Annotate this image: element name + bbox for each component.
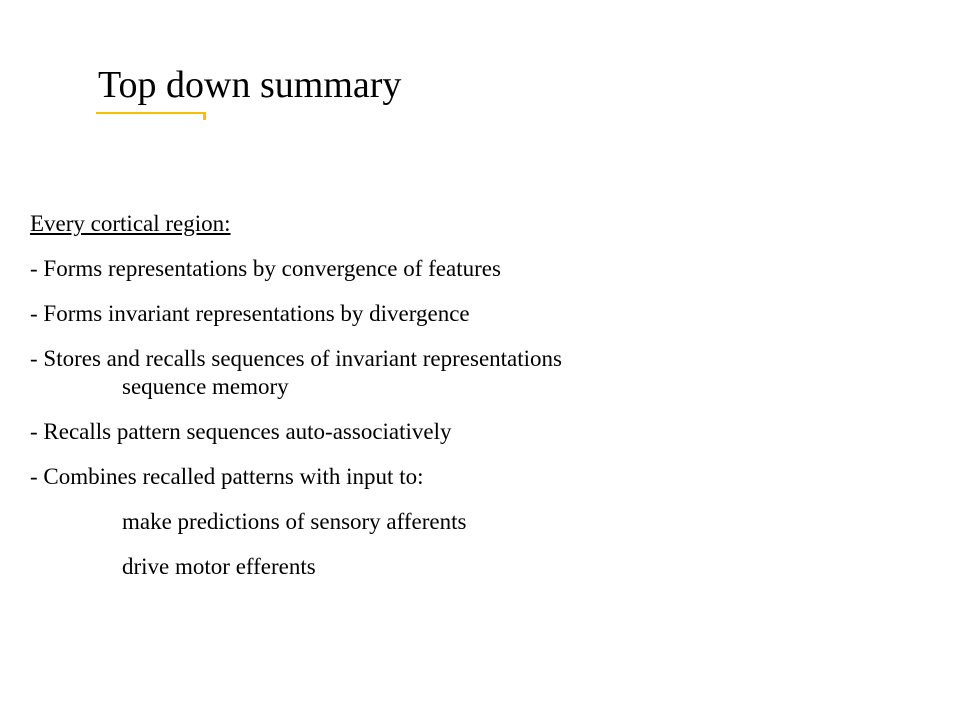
bullet-item: - Stores and recalls sequences of invariant representations [30,346,562,371]
slide-title: Top down summary [98,64,402,106]
accent-rule-horizontal [96,112,206,114]
sub-item: make predictions of sensory afferents [122,509,467,534]
body-heading: Every cortical region: [30,211,231,236]
bullet-item: - Combines recalled patterns with input to: [30,464,424,489]
sub-item: sequence memory [122,374,289,399]
slide-body [30,210,930,581]
accent-rule-tick [203,112,206,120]
title-accent-rule [96,112,206,120]
sub-item: drive motor efferents [122,554,316,579]
bullet-item: - Forms representations by convergence of features [30,256,501,281]
bullet-item: - Recalls pattern sequences auto-associatively [30,419,452,444]
bullet-item: - Forms invariant representations by divergence [30,301,470,326]
